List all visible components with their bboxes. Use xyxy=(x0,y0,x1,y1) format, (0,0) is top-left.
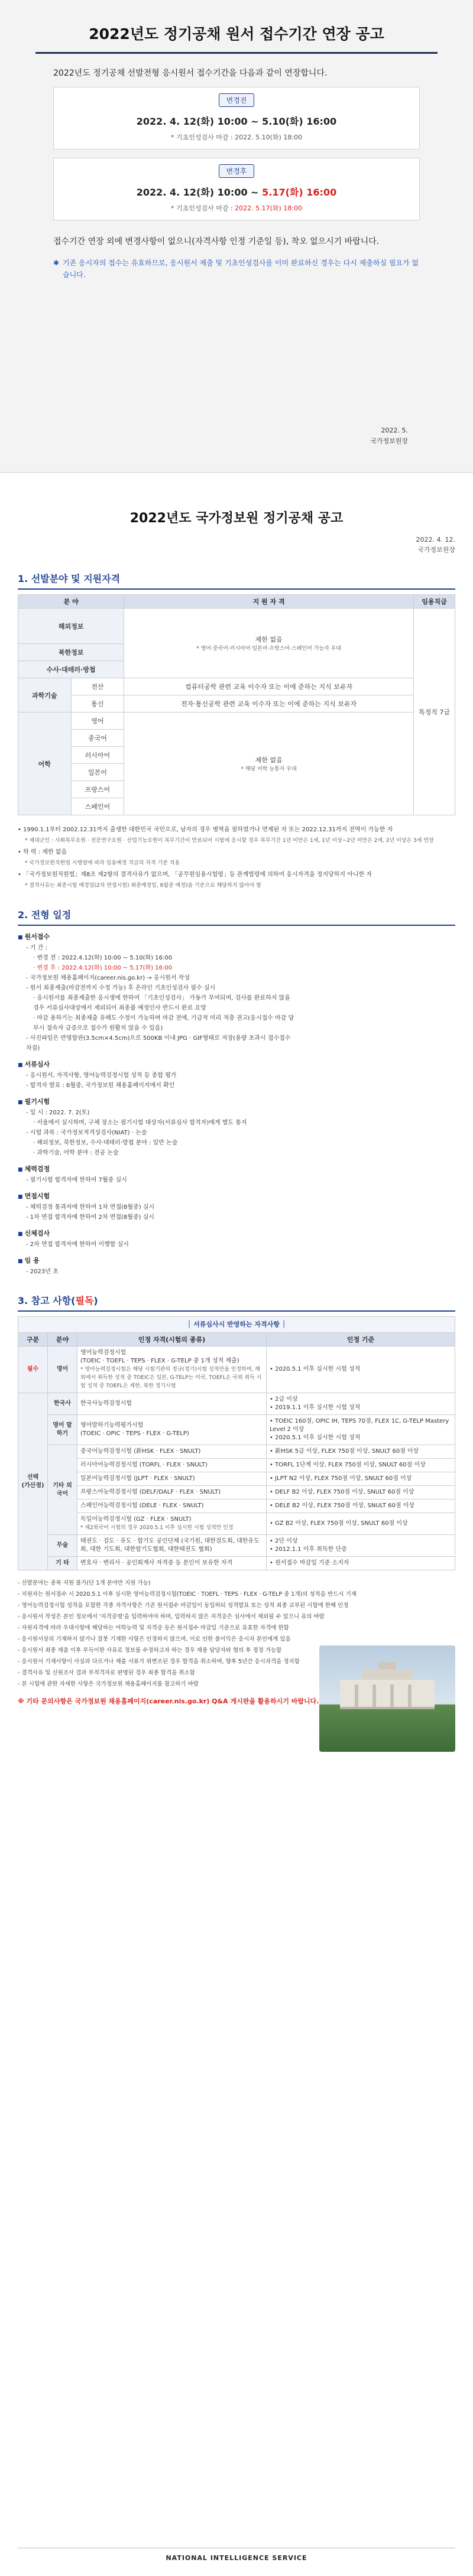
table-cell: 전자·통신공학 관련 교육 이수자 또는 이에 준하는 지식 보유자 xyxy=(124,695,414,713)
eligibility-notes xyxy=(18,825,455,891)
cell-text: (TOEIC · TOEFL · TEPS · FLEX · G-TELP 중 1개 성적 제출) xyxy=(80,1358,239,1364)
table-cell xyxy=(124,713,414,815)
note-item: - 영어능력검정시험 성적을 포함한 각종 자격사항은 기존 원서접수 마감일이 동일하되 성적발표 또는 성적 최종 교부된 시험에 한해 인정 xyxy=(18,1602,349,1609)
extension-notice xyxy=(0,0,473,473)
schedule-item: - 기 간 : xyxy=(26,945,47,951)
table-cell: 북한정보 xyxy=(18,644,124,661)
schedule-group-title: ■ 임 용 xyxy=(18,1256,296,1267)
table-cell: 한국사능력검정시험 xyxy=(77,1393,267,1415)
table-cell: 러시아어 xyxy=(71,747,124,764)
schedule-item: - 사진파일은 반명함판(3.5cm×4.5cm)으로 500KB 이내 JPG · GIF형태로 저장(용량 초과시 접수접수 차질) xyxy=(26,1035,291,1052)
after-change-tag: 변경후 xyxy=(219,164,255,178)
section-heading-text: ) xyxy=(93,1295,98,1306)
table-cell: 컴퓨터공학 관련 교육 이수자 또는 이에 준하는 지식 보유자 xyxy=(124,678,414,695)
table-cell: • 新HSK 5급 이상, FLEX 750점 이상, SNULT 60점 이상 xyxy=(267,1445,455,1459)
main-title: 2022년도 국가정보원 정기공채 공고 xyxy=(129,511,344,526)
table-cell xyxy=(267,1535,455,1557)
after-change-date xyxy=(54,185,419,199)
recruitment-announcement xyxy=(0,473,473,2576)
schedule-group-title: ■ 원서접수 xyxy=(18,932,296,943)
closing-note: ※ 기타 문의사항은 국가정보원 채용홈페이지(career.nis.go.kr) Q&A 게시판을 활용하시기 바랍니다. xyxy=(18,1697,319,1705)
table-cell xyxy=(18,1393,48,1570)
table-header: 구분 xyxy=(18,1333,48,1346)
table-cell: 중국어능력검정시험 (新HSK · FLEX · SNULT) xyxy=(77,1445,267,1459)
schedule-item: · 마감 용하기는 최종제출 유해도 수정이 가능하며 마감 전에, 기급적 미리 적층 권고(응시접수 마감 당부시 접속자 급증으로 접수가 원활치 않을 수 있음) xyxy=(33,1015,294,1032)
table-cell: 스페인어능력검정시험 (DELE · FLEX · SNULT) xyxy=(77,1500,267,1513)
schedule-item: - 합격자 발표 : 6월중, 국가정보원 채용홈페이지에서 확인 xyxy=(26,1082,175,1089)
schedule-item: · 과학기술, 어학 분야 : 전공 논술 xyxy=(33,1150,119,1156)
section-heading-text: 3. 참고 사항( xyxy=(18,1295,76,1306)
schedule-group-title: ■ 필기시험 xyxy=(18,1097,296,1108)
qualification-note: * 해당 어학 능통자 우대 xyxy=(241,766,297,772)
required-badge: 필독 xyxy=(75,1295,94,1306)
main-meta xyxy=(18,535,455,555)
schedule-item: - 국가정보원 채용홈페이지(career.nis.go.kr) → 응시원서 작성 xyxy=(26,975,190,981)
table-cell: • 2020.5.1 이후 실시한 시험 성적 xyxy=(267,1346,455,1393)
table-cell: 통신 xyxy=(71,695,124,713)
note-item: • 1990.1.1부터 2002.12.31까지 출생한 대한민국 국민으로, 남자의 경우 병역을 필하였거나 면제된 자 또는 2022.12.31까지 전역이 가능한 자 xyxy=(18,827,393,833)
notice-note-blue xyxy=(53,257,420,281)
section-heading-reference xyxy=(18,1293,455,1312)
table-cell: 일본어능력검정시험 (JLPT · FLEX · SNULT) xyxy=(77,1472,267,1486)
cell-note: * 영어능력검정시험은 해당 시험기관의 정규(정기)시험 성적만을 인정하며, 해외에서 취득한 성적 중 TOEIC은 일본, G-TELP는 미국, TOEFL은 국외 취득 시험 성적 중 TOEFL은 제한, 북한 정기시험 xyxy=(80,1367,262,1389)
notice-intro: 2022년도 정기공채 선발전형 응시원서 접수기간을 다음과 같이 연장합니다. xyxy=(53,69,328,78)
table-cell: 기타 외국어 xyxy=(48,1445,77,1535)
table-cell: • 원서접수 마감일 기준 소지자 xyxy=(267,1557,455,1570)
cell-text: • 2020.5.1 이후 실시한 시험 성적 xyxy=(270,1435,361,1441)
note-item: - 결격사유 및 신원조사 결과 부적격자로 판명된 경우 최종 합격을 취소함 xyxy=(18,1670,195,1676)
cell-text: • 2012.1.1 이후 취득한 단증 xyxy=(270,1546,347,1553)
table-cell xyxy=(77,1346,267,1393)
table-cell: 특정직 7급 xyxy=(414,609,455,815)
notice-title: 2022년도 정기공채 원서 접수기간 연장 공고 xyxy=(35,22,438,54)
cell-text: (가산점) xyxy=(21,1482,44,1489)
schedule-item: - 2차 면접 합격자에 한하여 이행할 실시 xyxy=(26,1241,129,1248)
table-cell: 영어 말하기 xyxy=(48,1415,77,1445)
after-change-sub xyxy=(54,203,419,213)
schedule-group-title: ■ 서류심사 xyxy=(18,1059,296,1071)
table-cell: 영어 xyxy=(48,1346,77,1393)
table-cell: 스페인어 xyxy=(71,798,124,815)
note-item: - 응시원서 기재사항이 사실과 다르거나 제출 서류가 위변조된 경우 합격을 취소하며, 향후 5년간 응시자격을 정지함 xyxy=(18,1658,300,1665)
schedule-item: - 필기시험 합격자에 한하여 7월중 실시 xyxy=(26,1177,127,1183)
schedule-item: - 일 시 : 2022. 7. 2(토) xyxy=(26,1110,90,1116)
table-cell xyxy=(77,1513,267,1535)
table-cell: 수사·대테러·방첩 xyxy=(18,661,124,678)
qualification-text: 제한 없음 xyxy=(255,756,283,764)
table-header: 인정 자격(시험의 종류) xyxy=(77,1333,267,1346)
schedule-group-title: ■ 신체검사 xyxy=(18,1228,296,1240)
schedule-item: - 응시원서, 자격사항, 영어능력검정시험 성적 등 종합 평가 xyxy=(26,1072,177,1079)
cell-note: * 제2외국어 시험의 경우 2020.5.1 이후 실시한 시험 성적만 인정 xyxy=(80,1525,234,1531)
notice-issuer: 국가정보원장 xyxy=(370,437,408,445)
before-change-sub: * 기초인성검사 마감 : 2022. 5.10(화) 18:00 xyxy=(170,134,303,141)
note-item: - 자원자격에 따라 우대사항에 해당하는 어학능력 및 자격증 등은 원서접수 마감일 기준으로 유효한 자격에 한함 xyxy=(18,1625,289,1631)
note-item: - 본 시험에 관한 자세한 사항은 국가정보원 채용홈페이지를 참고하기 바람 xyxy=(18,1681,199,1687)
cell-text: 독일어능력검정시험 (GZ · FLEX · SNULT) xyxy=(80,1516,192,1523)
table-cell: • GZ B2 이상, FLEX 750점 이상, SNULT 60점 이상 xyxy=(267,1513,455,1535)
fields-table xyxy=(18,594,455,815)
table-cell: • TORFL 1단계 이상, FLEX 750점 이상, SNULT 60점 이상 xyxy=(267,1459,455,1472)
table-header: 임용직급 xyxy=(414,595,455,609)
schedule-group-title: ■ 면접시험 xyxy=(18,1191,296,1202)
cell-text: • 2019.1.1 이후 실시한 시험 성적 xyxy=(270,1404,361,1411)
schedule-list xyxy=(18,932,296,1277)
table-cell: 프랑스어 xyxy=(71,781,124,798)
note-item: - 응시원서상의 기재하지 않거나 잘못 기재한 사항은 인정하지 않으며, 이로 인한 불이익은 응시자 본인에게 있음 xyxy=(18,1636,291,1642)
schedule-item: · 서울에서 실시하며, 구체 장소는 필기시험 대상자(서류심사 합격자)에게 별도 통지 xyxy=(33,1120,247,1126)
before-change-tag: 변경전 xyxy=(219,93,255,107)
schedule-item: - 1차 면접 합격자에 한하여 2차 면접(8월중) 실시 xyxy=(26,1214,154,1221)
note-item: * 제대군인 : 사회복무요원 · 전문연구요원 · 산업기능요원이 복무기간이 만료되어 시험에 응시할 경우 복무기간 1년 미만은 1세, 1년 이상~2년 미만은 2세, 2년 이상은 3세 연장 xyxy=(25,838,434,844)
table-cell xyxy=(267,1393,455,1415)
table-cell: 러시아어능력검정시험 (TORFL · FLEX · SNULT) xyxy=(77,1459,267,1472)
after-change-sub-date: 2022. 5.17(화) 18:00 xyxy=(235,204,303,212)
table-cell: 영어 xyxy=(71,713,124,730)
section-heading-fields: 1. 선발분야 및 지원자격 xyxy=(18,571,455,590)
headquarters-photo xyxy=(319,1645,455,1752)
notice-note: 접수기간 연장 외에 변경사항이 없으니(자격사항 인정 기준일 등), 착오 없으시기 바랍니다. xyxy=(53,237,380,246)
table-cell: 태권도 · 검도 · 유도 · 합기도 공인단체 (국기원, 대한검도회, 대한유도회, 대한 기도회, 대한합기도협회, 대한태권도 협회) xyxy=(77,1535,267,1557)
cell-text: 영어말하기능력평가시험 xyxy=(80,1422,144,1429)
table-cell: • DELF B2 이상, FLEX 750점 이상, SNULT 60점 이상 xyxy=(267,1486,455,1500)
table-header: 분 야 xyxy=(18,595,124,609)
table-cell xyxy=(124,609,414,678)
table-cell: 일본어 xyxy=(71,764,124,781)
table-caption: │ 서류심사시 반영하는 자격사항 │ xyxy=(18,1317,455,1333)
after-change-sub-label: * 기초인성검사 마감 : xyxy=(170,204,235,212)
schedule-item: · 응시원서를 최종제출한 응시생에 한하여 「기초인성검사」 가동가 부여되며, 검사를 완료하지 않을 경우 서류심사대상에서 제외되어 최종불 예정인사 반드시 완료 요망 xyxy=(33,995,290,1011)
table-header: 분야 xyxy=(48,1333,77,1346)
after-change-date-end: 5.17(화) 16:00 xyxy=(262,187,337,198)
notice-signature xyxy=(370,425,408,447)
schedule-item: - 체력검정 통과자에 한하여 1차 면접(8월중) 실시 xyxy=(26,1204,155,1211)
before-change-box xyxy=(53,87,420,149)
schedule-item: - 시험 과목 : 국가정보적격성검사(NIAT) · 논술 xyxy=(26,1130,147,1136)
qualifications-table xyxy=(18,1316,455,1570)
note-item: * 국가정보원직원법 시행령에 따라 임용예정 직급의 자격 기준 적용 xyxy=(25,860,180,866)
schedule-item: · 해외정보, 북한정보, 수사·대테러·방첩 분야 : 일반 논술 xyxy=(33,1140,178,1146)
qualification-note: * 영어·중국어·러시아어·일본어·프랑스어·스페인어 가능자 우대 xyxy=(196,646,341,652)
table-cell: 과학기술 xyxy=(18,678,72,713)
cell-text: • 2급 이상 xyxy=(270,1396,298,1403)
after-change-box xyxy=(53,158,420,220)
note-item: • 「국가정보원직원법」제8조 제2항의 결격사유가 없으며, 「공무원임용시험령」등 관계법령에 의하여 응시자격을 정지당하지 아니한 자 xyxy=(18,871,372,878)
footer-brand: NATIONAL INTELLIGENCE SERVICE xyxy=(18,2548,455,2562)
schedule-group-title: ■ 체력검정 xyxy=(18,1164,296,1175)
cell-text: • 2단 이상 xyxy=(270,1538,298,1544)
table-cell: 어학 xyxy=(18,713,72,815)
qualification-text: 제한 없음 xyxy=(255,636,283,643)
note-item: - 응시원서 작성은 본인 정보에서 '자격증명'을 입력하여야 하며, 입력하지 않은 자격증은 심사에서 제외될 수 있으니 유의 바람 xyxy=(18,1614,325,1620)
table-cell: 무술 xyxy=(48,1535,77,1557)
table-cell: • JLPT N2 이상, FLEX 750점 이상, SNULT 60점 이상 xyxy=(267,1472,455,1486)
table-cell: 한국사 xyxy=(48,1393,77,1415)
notice-date: 2022. 5. xyxy=(381,427,408,434)
table-cell: 중국어 xyxy=(71,730,124,747)
cell-text: 선택 xyxy=(27,1474,39,1481)
notice-note-blue-text: 기존 응시자의 접수는 유효하므로, 응시원서 제출 및 기초인성검사를 이미 완료하신 경우는 다시 제출하실 필요가 없습니다. xyxy=(63,259,419,279)
schedule-item: - 원서 최종제출(마감전까지 수정 가능) 후 온라인 기초인성검사 필수 실시 xyxy=(26,985,216,991)
table-cell xyxy=(77,1415,267,1445)
section-heading-schedule: 2. 전형 일정 xyxy=(18,908,455,926)
note-item: - 지원자는 원서접수 시 2020.5.1 이후 실시한 영어능력검정시험(TOEIC · TOEFL · TEPS · FLEX · G-TELP 중 1개)의 성적을 반드시 기재 xyxy=(18,1591,357,1598)
table-header: 인정 기준 xyxy=(267,1333,455,1346)
note-item: - 선발분야는 중복 지원 불가(단 1개 분야만 지원 가능) xyxy=(18,1580,151,1586)
table-cell: 필수 xyxy=(18,1346,48,1393)
before-change-date: 2022. 4. 12(화) 10:00 ~ 5.10(화) 16:00 xyxy=(136,116,337,127)
cell-text: • TOEIC 160점, OPIC IH, TEPS 70점, FLEX 1C, G-TELP Mastery Level 2 이상 xyxy=(270,1418,449,1433)
table-cell: 기 타 xyxy=(48,1557,77,1570)
schedule-item: · 변경 후 : 2022.4.12(화) 10:00 ~ 5.17(화) 16:00 xyxy=(33,965,173,971)
note-item: * 결격사유는 최종시험 예정일(2차 면접시험) 최종예정일, 8월중 예정)을 기준으로 해당하지 않아야 함 xyxy=(25,883,261,889)
star-icon: ✱ xyxy=(53,259,60,267)
note-item: - 응시원서 최종 제출 이후 부득이한 사유로 정보를 수정하고자 하는 경우 채용 담당자와 협의 후 정정 가능함 xyxy=(18,1647,282,1654)
table-cell: 해외정보 xyxy=(18,609,124,644)
cell-text: (TOEIC · OPIC · TEPS · FLEX · G-TELP) xyxy=(80,1430,189,1437)
table-cell: 전산 xyxy=(71,678,124,695)
schedule-item: · 변경 전 : 2022.4.12(화) 10:00 ~ 5.10(화) 16:00 xyxy=(33,955,173,961)
main-issuer: 국가정보원장 xyxy=(417,546,455,554)
cell-text: 영어능력검정시험 xyxy=(80,1349,127,1356)
table-cell xyxy=(267,1415,455,1445)
schedule-item: - 2023년 초 xyxy=(26,1269,59,1275)
table-cell: • DELE B2 이상, FLEX 750점 이상, SNULT 60점 이상 xyxy=(267,1500,455,1513)
table-cell: 변호사 · 변리사 · 공인회계사 자격증 등 본인이 보유한 자격 xyxy=(77,1557,267,1570)
note-item: • 학 력 : 제한 없음 xyxy=(18,849,67,856)
after-change-date-start: 2022. 4. 12(화) 10:00 ~ xyxy=(136,187,263,198)
table-header: 지 원 자 격 xyxy=(124,595,414,609)
main-date: 2022. 4. 12. xyxy=(416,536,455,544)
table-cell: 프랑스어능력검정시험 (DELF/DALF · FLEX · SNULT) xyxy=(77,1486,267,1500)
